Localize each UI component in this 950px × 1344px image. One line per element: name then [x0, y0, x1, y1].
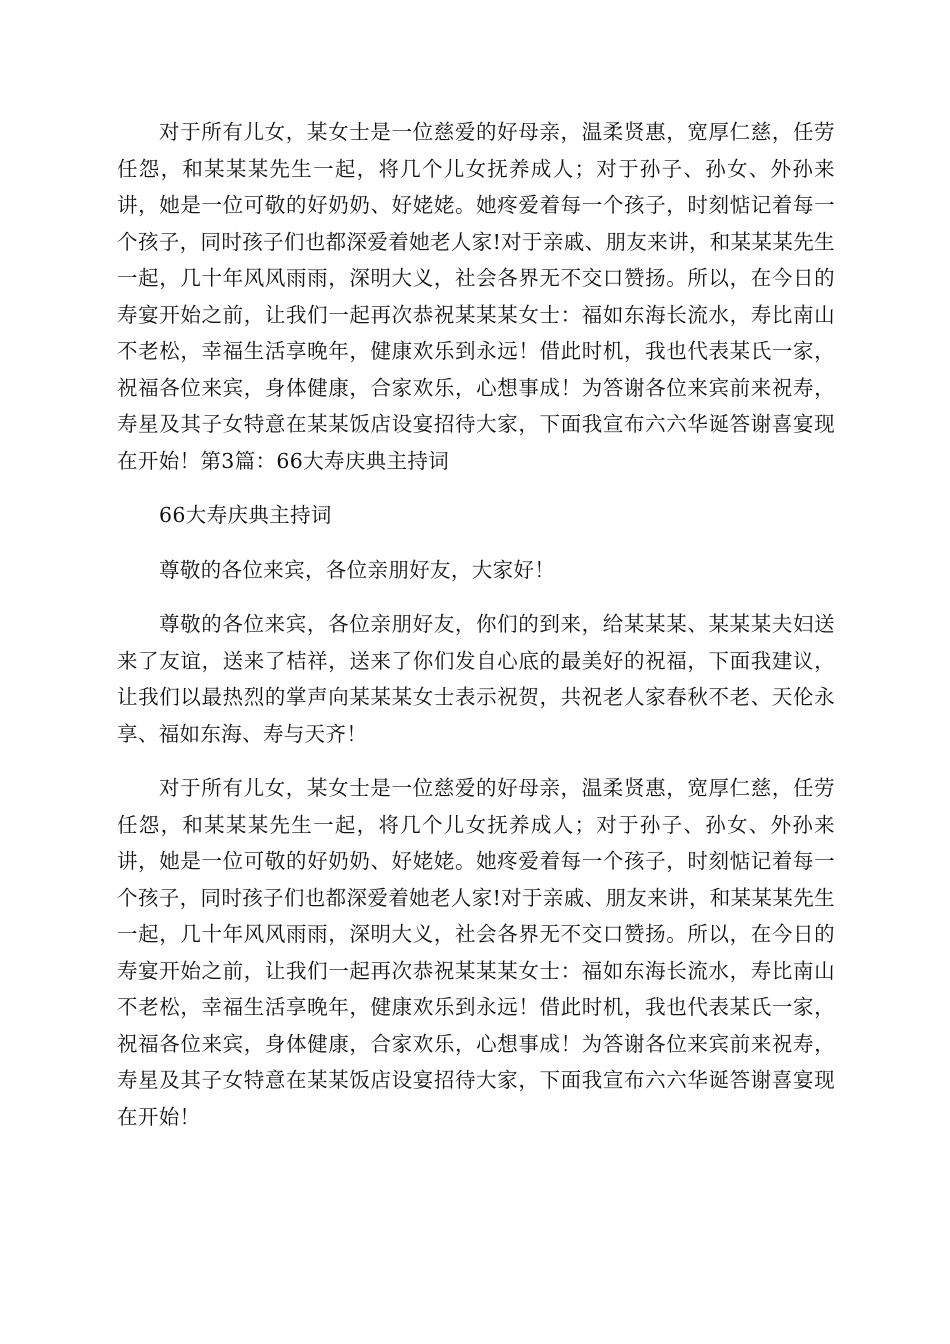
body-paragraph: 对于所有儿女，某女士是一位慈爱的好母亲，温柔贤惠，宽厚仁慈，任劳任怨，和某某某先生一起，将几个儿女抚养成人；对于孙子、孙女、外孙来讲，她是一位可敬的好奶奶、好姥姥。她疼爱着每一个孩子，时刻惦记着每一个孩子，同时孩子们也都深爱着她老人家!对于亲戚、朋友来讲，和某某某先生一起，几十年风风雨雨，深明大义，社会各界无不交口赞扬。所以，在今日的寿宴开始之前，让我们一起再次恭祝某某某女士：福如东海长流水，寿比南山不老松，幸福生活享晚年，健康欢乐到永远！借此时机，我也代表某氏一家，祝福各位来宾，身体健康，合家欢乐，心想事成！为答谢各位来宾前来祝寿，寿星及其子女特意在某某饭店设宴招待大家，下面我宣布六六华诞答谢喜宴现在开始！	[117, 776, 835, 1129]
body-paragraph: 尊敬的各位来宾，各位亲朋好友，你们的到来，给某某某、某某某夫妇送来了友谊，送来了桔祥，送来了你们发自心底的最美好的祝福，下面我建议，让我们以最热烈的掌声向某某某女士表示祝贺，共祝老人家春秋不老、天伦永享、福如东海、寿与天齐！	[117, 612, 835, 746]
document-page	[117, 114, 835, 1153]
body-paragraph: 对于所有儿女，某女士是一位慈爱的好母亲，温柔贤惠，宽厚仁慈，任劳任怨，和某某某先生一起，将几个儿女抚养成人；对于孙子、孙女、外孙来讲，她是一位可敬的好奶奶、好姥姥。她疼爱着每一个孩子，时刻惦记着每一个孩子，同时孩子们也都深爱着她老人家!对于亲戚、朋友来讲，和某某某先生一起，几十年风风雨雨，深明大义，社会各界无不交口赞扬。所以，在今日的寿宴开始之前，让我们一起再次恭祝某某某女士：福如东海长流水，寿比南山不老松，幸福生活享晚年，健康欢乐到永远！借此时机，我也代表某氏一家，祝福各位来宾，身体健康，合家欢乐，心想事成！为答谢各位来宾前来祝寿，寿星及其子女特意在某某饭店设宴招待大家，下面我宣布六六华诞答谢喜宴现在开始！第3篇：66大寿庆典主持词	[117, 120, 835, 473]
section-heading: 66大寿庆典主持词	[159, 503, 332, 527]
greeting-paragraph: 尊敬的各位来宾，各位亲朋好友，大家好！	[159, 557, 556, 582]
